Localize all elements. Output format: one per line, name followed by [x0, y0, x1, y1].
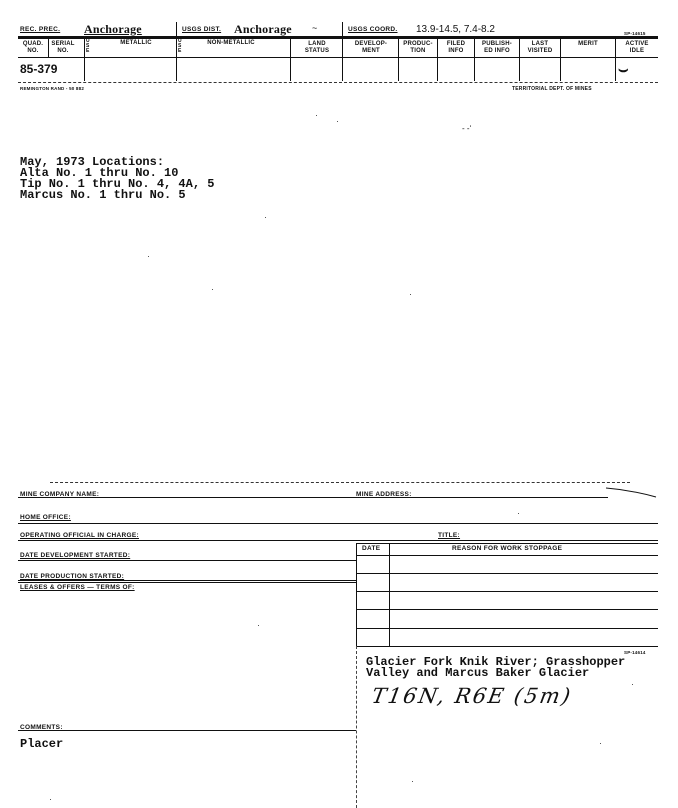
comments-rule — [18, 730, 356, 731]
scan-speck — [148, 256, 149, 257]
stoppage-left-border — [356, 543, 357, 646]
scan-speck — [258, 625, 259, 626]
scan-speck — [265, 217, 266, 218]
lower-form-top-dashed-rule — [50, 482, 630, 483]
scan-speck — [50, 799, 51, 800]
home-office-label: HOME OFFICE: — [20, 514, 71, 521]
form-number: SP-14615 — [624, 31, 646, 36]
rec-prec-label: REC. PREC. — [20, 26, 61, 33]
locations-line: May, 1973 Locations: — [20, 155, 165, 169]
location-line: Glacier Fork Knik River; Grasshopper — [366, 655, 626, 669]
col-active-idle: ACTIVE IDLE — [625, 41, 649, 54]
col-published-info: PUBLISH- ED INFO — [482, 41, 512, 54]
record-bottom-dashed-rule — [18, 82, 658, 83]
header-divider-2 — [342, 22, 343, 38]
usgs-coord-label: USGS COORD. — [348, 26, 398, 33]
col-filed-info: FILED INFO — [446, 41, 466, 54]
col-serial: SERIAL NO. — [51, 41, 75, 54]
comments-value: Placer — [20, 737, 64, 751]
col-non-metallic: NON-METALLIC — [207, 40, 255, 46]
location-description — [366, 657, 625, 679]
col-development: DEVELOP- MENT — [354, 41, 388, 54]
col-quad: QUAD. NO. — [22, 41, 44, 54]
column-header-bottom-rule — [18, 57, 658, 58]
date-production-label: DATE PRODUCTION STARTED: — [20, 573, 125, 580]
col-metallic: METALLIC — [120, 40, 152, 46]
scan-speck — [316, 115, 317, 116]
reason-label: REASON FOR WORK STOPPAGE — [452, 545, 563, 552]
col-use-nonmetallic: U S E — [178, 38, 182, 54]
mine-company-name-label: MINE COMPANY NAME: — [20, 491, 100, 498]
scan-speck — [337, 121, 338, 122]
mine-address-label: MINE ADDRESS: — [356, 491, 412, 498]
locations-block — [20, 157, 214, 201]
scan-mark: - -‘ — [462, 124, 472, 133]
scan-speck — [632, 684, 633, 685]
stoppage-row-rule — [356, 591, 658, 592]
col-sep — [290, 38, 291, 81]
col-sep — [176, 38, 177, 81]
leases-label: LEASES & OFFERS — TERMS OF: — [20, 584, 135, 591]
stoppage-row-rule — [356, 646, 658, 647]
stoppage-date-divider — [389, 543, 390, 646]
footer-right: TERRITORIAL DEPT. OF MINES — [512, 86, 592, 92]
title-label: TITLE: — [438, 532, 461, 539]
stoppage-row-rule — [356, 609, 658, 610]
torn-edge-line — [606, 486, 658, 498]
header-divider — [176, 22, 177, 38]
scan-speck — [600, 743, 601, 744]
usgs-dist-label: USGS DIST. — [182, 26, 222, 33]
company-row-rule — [18, 497, 608, 498]
col-use-metallic: U S E — [86, 38, 90, 54]
date-development-label: DATE DEVELOPMENT STARTED: — [20, 552, 131, 559]
footer-left: REMINGTON RAND - 50 882 — [20, 86, 85, 91]
col-merit: MERIT — [578, 41, 598, 47]
scan-speck — [412, 781, 413, 782]
locations-line: Alta No. 1 thru No. 10 — [20, 166, 179, 180]
rec-prec-value: Anchorage — [84, 22, 142, 36]
prod-row-rule-2 — [18, 582, 356, 583]
dev-row-rule — [18, 560, 356, 561]
comments-label: COMMENTS: — [20, 724, 63, 731]
quad-number: 85-379 — [20, 62, 58, 76]
stoppage-header-rule — [356, 543, 658, 544]
scan-speck — [212, 289, 213, 290]
usgs-dist-value: Anchorage — [234, 22, 292, 36]
col-sep — [48, 38, 49, 58]
scan-speck — [410, 294, 411, 295]
location-line: Valley and Marcus Baker Glacier — [366, 666, 590, 680]
stoppage-row-rule — [356, 555, 658, 556]
form-number-2: SP-14614 — [624, 650, 646, 655]
col-last-visited: LAST VISITED — [527, 41, 553, 54]
scan-speck — [518, 513, 519, 514]
stoppage-row-rule — [356, 573, 658, 574]
home-office-row-rule — [18, 523, 658, 524]
prod-row-rule — [18, 580, 356, 581]
usgs-coord-value: 13.9-14.5, 7.4-8.2 — [416, 24, 495, 35]
active-idle-mark: ⌣ — [618, 61, 629, 78]
operating-official-label: OPERATING OFFICIAL IN CHARGE: — [20, 532, 139, 539]
handwritten-township-note: T16N, R6E (5m) — [369, 684, 575, 708]
lower-vertical-divider — [356, 646, 357, 808]
dist-tick-mark: ~ — [312, 23, 318, 33]
col-production: PRODUC- TION — [403, 41, 433, 54]
col-sep — [342, 38, 343, 81]
locations-line: Marcus No. 1 thru No. 5 — [20, 188, 186, 202]
stoppage-row-rule — [356, 628, 658, 629]
col-land-status: LAND STATUS — [304, 41, 330, 54]
header-top-rule-2 — [18, 38, 658, 39]
col-sep — [84, 38, 85, 81]
official-row-rule — [18, 540, 658, 541]
date-label: DATE — [362, 545, 381, 552]
locations-line: Tip No. 1 thru No. 4, 4A, 5 — [20, 177, 215, 191]
